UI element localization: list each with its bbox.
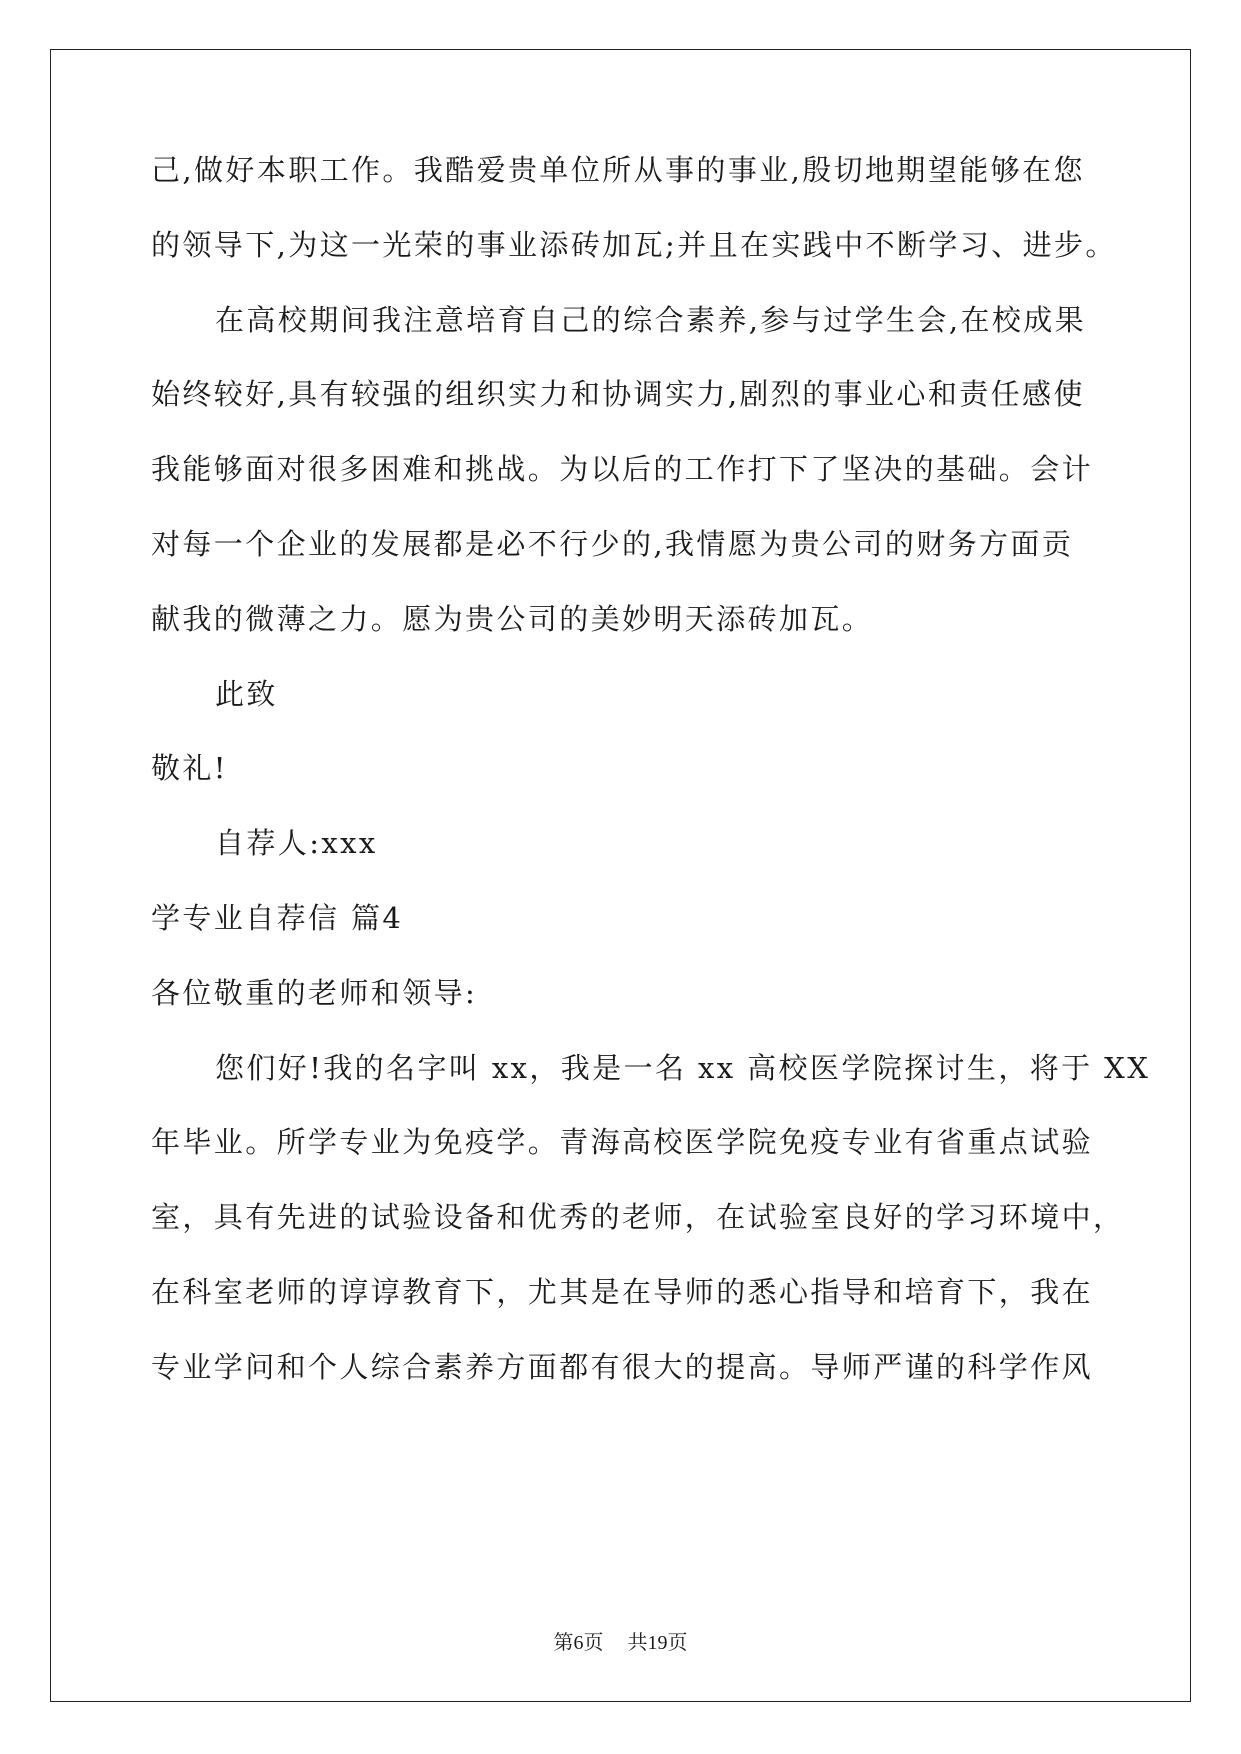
closing-salutation: 此致 <box>215 677 278 711</box>
page-footer <box>0 1626 1241 1655</box>
paragraph-line: 献我的微薄之力。愿为贵公司的美妙明天添砖加瓦。 <box>151 602 874 636</box>
section-heading: 学专业自荐信 篇4 <box>151 901 404 935</box>
paragraph-line: 您们好!我的名字叫 xx，我是一名 xx 高校医学院探讨生，将于 XX <box>215 1051 1151 1085</box>
page-total: 共19页 <box>627 1632 688 1654</box>
page-number: 第6页 <box>553 1632 604 1654</box>
paragraph-line: 年毕业。所学专业为免疫学。青海高校医学院免疫专业有省重点试验 <box>151 1125 1094 1159</box>
closing-greeting: 敬礼! <box>151 751 228 785</box>
paragraph-line: 专业学问和个人综合素养方面都有很大的提高。导师严谨的科学作风 <box>151 1350 1094 1384</box>
paragraph-line: 在高校期间我注意培育自己的综合素养,参与过学生会,在校成果 <box>215 303 1087 337</box>
paragraph-line: 的领导下,为这一光荣的事业添砖加瓦;并且在实践中不断学习、进步。 <box>151 228 1117 262</box>
paragraph-line: 始终较好,具有较强的组织实力和协调实力,剧烈的事业心和责任感使 <box>151 377 1085 411</box>
letter-salutation: 各位敬重的老师和领导: <box>151 976 478 1010</box>
paragraph-line: 在科室老师的谆谆教育下，尤其是在导师的悉心指导和培育下，我在 <box>151 1275 1094 1309</box>
paragraph-line: 我能够面对很多困难和挑战。为以后的工作打下了坚决的基础。会计 <box>151 452 1094 486</box>
signature-line: 自荐人:xxx <box>215 826 378 860</box>
paragraph-line: 室，具有先进的试验设备和优秀的老师，在试验室良好的学习环境中， <box>151 1200 1125 1234</box>
paragraph-line: 对每一个企业的发展都是必不行少的,我情愿为贵公司的财务方面贡 <box>151 527 1074 561</box>
page-border <box>50 49 1191 1702</box>
paragraph-line: 己,做好本职工作。我酷爱贵单位所从事的事业,殷切地期望能够在您 <box>151 153 1085 187</box>
